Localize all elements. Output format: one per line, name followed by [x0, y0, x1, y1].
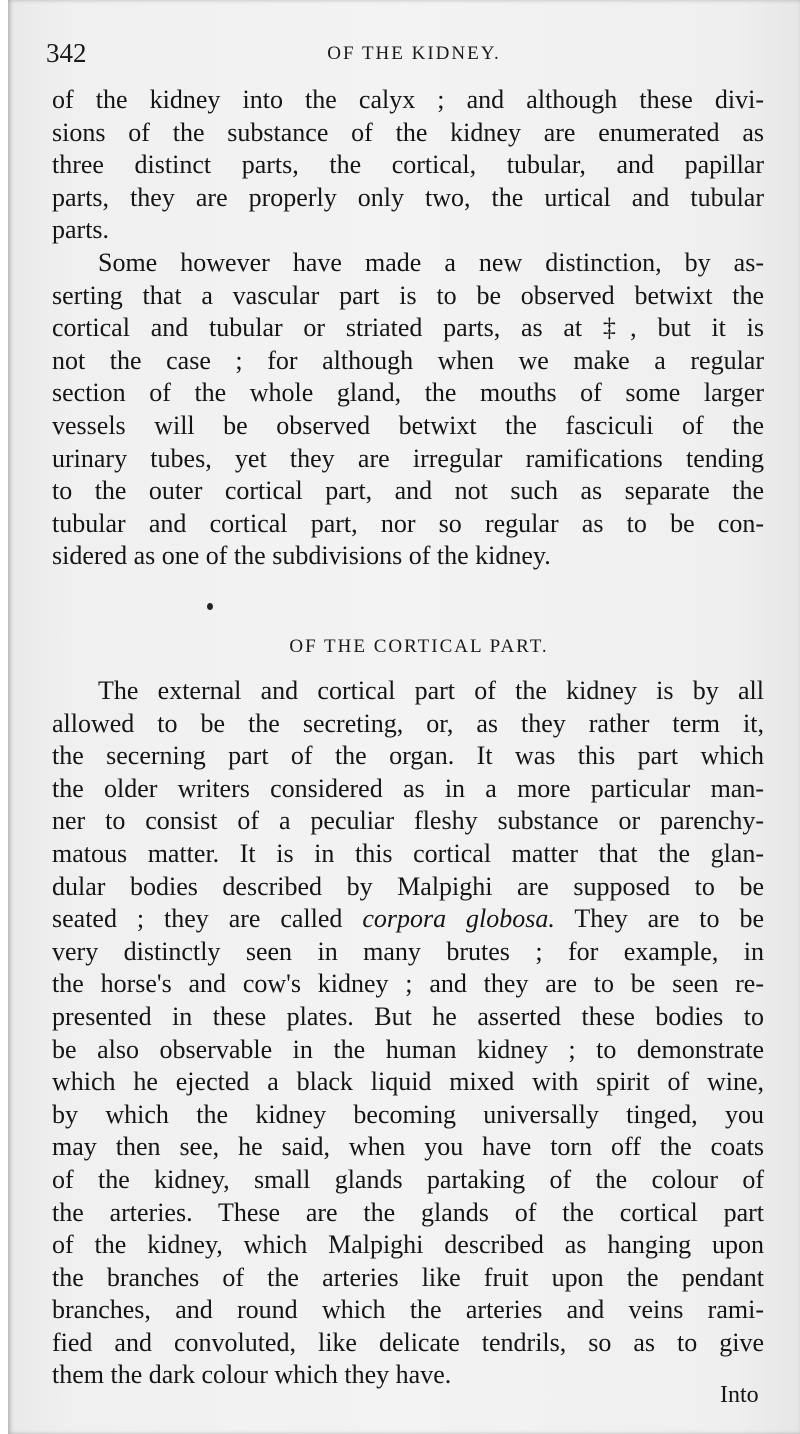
text-line: ner to consist of a peculiar fleshy substance or parenchy-	[52, 806, 764, 836]
text-line: branches, and round which the arteries and veins rami-	[52, 1295, 764, 1325]
text-line: parts.	[52, 215, 110, 245]
text-line: parts, they are properly only two, the urtical and tubular	[52, 182, 764, 212]
text-segment: seated ; they are called	[52, 904, 363, 934]
text-line: the arteries. These are the glands of the cortical part	[52, 1197, 764, 1227]
text-line: three distinct parts, the cortical, tubular, and papillar	[52, 150, 764, 180]
page-header	[8, 34, 800, 74]
text-line: vessels will be observed betwixt the fasciculi of the	[52, 410, 764, 440]
text-line: matous matter. It is in this cortical matter that the glan-	[52, 838, 764, 868]
text-line: which he ejected a black liquid mixed with spirit of wine,	[52, 1067, 764, 1097]
text-line: fied and convoluted, like delicate tendrils, so as to give	[52, 1327, 764, 1357]
text-line: of the kidney, small glands partaking of the colour of	[52, 1164, 764, 1194]
text-line: tubular and cortical part, nor so regular as to be con-	[52, 508, 764, 538]
text-line: of the kidney into the calyx ; and although these divi-	[52, 85, 764, 114]
section-heading: OF THE CORTICAL PART.	[289, 636, 549, 657]
text-line: the older writers considered as in a more particular man-	[52, 773, 764, 803]
text-line: of the kidney, which Malpighi described as hanging upon	[52, 1230, 764, 1260]
ink-blot	[207, 603, 213, 610]
text-line: urinary tubes, yet they are irregular ramifications tending	[52, 443, 764, 473]
text-line: Some however have made a new distinction, by as-	[98, 247, 764, 277]
text-line: cortical and tubular or striated parts, as at ‡, but it is	[52, 313, 764, 343]
text-line: presented in these plates. But he asserted these bodies to	[52, 1001, 764, 1031]
text-line: them the dark colour which they have.	[52, 1360, 452, 1390]
text-line: sidered as one of the subdivisions of the kidney.	[52, 541, 551, 571]
text-line: to the outer cortical part, and not such as separate the	[52, 476, 764, 506]
text-line: may then see, he said, when you have torn off the coats	[52, 1132, 764, 1162]
text-line: section of the whole gland, the mouths of some larger	[52, 378, 764, 408]
body-text-lower	[52, 675, 764, 1392]
text-line: by which the kidney becoming universally tinged, you	[52, 1099, 764, 1129]
text-line: the secerning part of the organ. It was this part which	[52, 741, 764, 771]
book-page	[8, 0, 800, 1434]
catchword: Into	[720, 1382, 759, 1408]
text-segment: They are to be	[554, 904, 764, 934]
text-line-with-italic	[52, 903, 764, 936]
text-line: be also observable in the human kidney ; to demonstrate	[52, 1034, 764, 1064]
text-line: the horse's and cow's kidney ; and they are to be seen re-	[52, 969, 764, 999]
latin-term: corpora globosa.	[362, 904, 555, 934]
text-line: not the case ; for although when we make a regular	[52, 345, 764, 375]
text-line: very distinctly seen in many brutes ; for example, in	[52, 936, 764, 966]
body-text-upper	[52, 84, 764, 573]
text-line: The external and cortical part of the kidney is by all	[98, 676, 764, 705]
text-line: dular bodies described by Malpighi are supposed to be	[52, 871, 764, 901]
text-line: serting that a vascular part is to be observed betwixt the	[52, 280, 764, 310]
running-head: OF THE KIDNEY.	[327, 43, 501, 64]
text-line: allowed to be the secreting, or, as they rather term it,	[52, 708, 764, 738]
page-number: 342	[46, 38, 87, 68]
text-line: the branches of the arteries like fruit upon the pendant	[52, 1262, 764, 1292]
text-line: sions of the substance of the kidney are enumerated as	[52, 117, 764, 147]
